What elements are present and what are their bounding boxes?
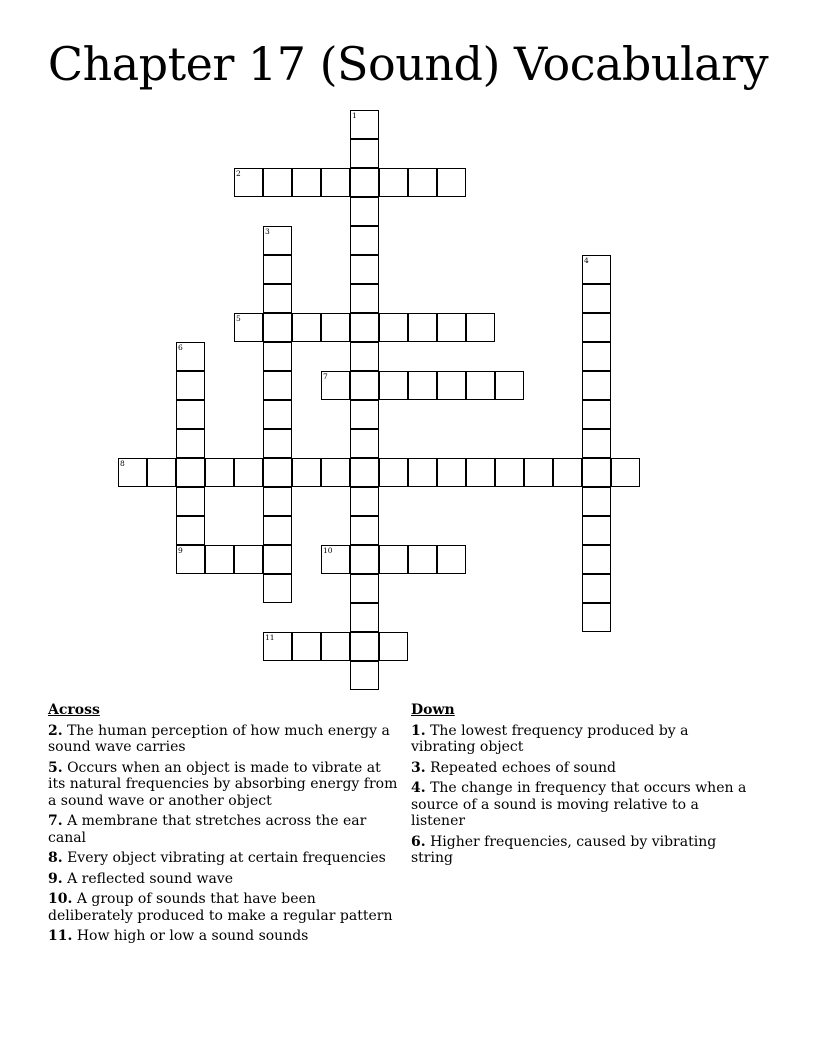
grid-cell[interactable] <box>466 313 495 342</box>
clue-number: 4. <box>411 780 426 796</box>
grid-cell[interactable] <box>176 458 205 487</box>
grid-cell[interactable] <box>263 516 292 545</box>
grid-cell[interactable] <box>263 574 292 603</box>
page-title: Chapter 17 (Sound) Vocabulary <box>47 37 769 91</box>
grid-cell[interactable] <box>263 168 292 197</box>
grid-cell[interactable] <box>321 371 350 400</box>
grid-cell[interactable] <box>263 371 292 400</box>
clue-text: The human perception of how much energy a sound wave carries <box>48 722 390 755</box>
clue-text: The change in frequency that occurs when a source of a sound is moving relative to a listener <box>411 780 747 829</box>
grid-cell[interactable] <box>350 255 379 284</box>
clue-text: Occurs when an object is made to vibrate at its natural frequencies by absorbing energy from a sound wave or another object <box>48 759 398 809</box>
clue-number: 9. <box>48 870 63 887</box>
grid-cell[interactable] <box>350 197 379 226</box>
grid-cell[interactable] <box>292 632 321 661</box>
grid-cell[interactable] <box>350 661 379 690</box>
clue-across-11 <box>48 928 400 945</box>
grid-cell[interactable] <box>205 545 234 574</box>
grid-cell[interactable] <box>379 168 408 197</box>
grid-cell[interactable] <box>553 458 582 487</box>
clue-number-label: 10 <box>323 546 333 555</box>
clue-number-label: 8 <box>120 459 125 468</box>
clue-text: Every object vibrating at certain frequencies <box>67 850 386 866</box>
grid-cell[interactable] <box>379 632 408 661</box>
grid-cell[interactable] <box>611 458 640 487</box>
clue-number-label: 5 <box>236 314 241 323</box>
grid-cell[interactable] <box>263 342 292 371</box>
clue-number-label: 6 <box>178 343 183 352</box>
grid-cell[interactable] <box>350 487 379 516</box>
clue-text: A membrane that stretches across the ear canal <box>48 813 367 846</box>
grid-cell[interactable] <box>408 168 437 197</box>
grid-cell[interactable] <box>263 226 292 255</box>
grid-cell[interactable] <box>495 458 524 487</box>
clue-number: 8. <box>48 850 63 866</box>
grid-cell[interactable] <box>350 429 379 458</box>
grid-cell[interactable] <box>350 545 379 574</box>
grid-cell[interactable] <box>176 371 205 400</box>
grid-cell[interactable] <box>321 632 350 661</box>
grid-cell[interactable] <box>437 545 466 574</box>
grid-cell[interactable] <box>263 284 292 313</box>
grid-cell[interactable] <box>437 458 466 487</box>
grid-cell[interactable] <box>321 458 350 487</box>
grid-cell[interactable] <box>176 400 205 429</box>
grid-cell[interactable] <box>582 487 611 516</box>
clue-number-label: 4 <box>584 256 589 265</box>
grid-cell[interactable] <box>582 400 611 429</box>
grid-cell[interactable] <box>408 313 437 342</box>
clue-across-5 <box>48 760 400 810</box>
grid-cell[interactable] <box>176 429 205 458</box>
grid-cell[interactable] <box>379 313 408 342</box>
clue-text: A reflected sound wave <box>67 870 233 887</box>
grid-cell[interactable] <box>176 487 205 516</box>
grid-cell[interactable] <box>582 429 611 458</box>
grid-cell[interactable] <box>582 574 611 603</box>
grid-cell[interactable] <box>582 313 611 342</box>
clue-down-1 <box>411 723 756 756</box>
grid-cell[interactable] <box>379 545 408 574</box>
grid-cell[interactable] <box>379 371 408 400</box>
grid-cell[interactable] <box>263 487 292 516</box>
clue-across-7 <box>48 813 400 846</box>
clue-number-label: 1 <box>352 111 357 120</box>
clue-text: Higher frequencies, caused by vibrating string <box>411 833 717 866</box>
grid-cell[interactable] <box>263 400 292 429</box>
grid-cell[interactable] <box>350 603 379 632</box>
down-heading: Down <box>411 702 455 718</box>
grid-cell[interactable] <box>582 545 611 574</box>
grid-cell[interactable] <box>292 168 321 197</box>
grid-cell[interactable] <box>582 371 611 400</box>
grid-cell[interactable] <box>350 400 379 429</box>
grid-cell[interactable] <box>234 545 263 574</box>
grid-cell[interactable] <box>582 516 611 545</box>
grid-cell[interactable] <box>408 545 437 574</box>
clue-number-label: 7 <box>323 372 328 381</box>
grid-cell[interactable] <box>350 574 379 603</box>
grid-cell[interactable] <box>582 342 611 371</box>
grid-cell[interactable] <box>437 371 466 400</box>
clue-text: A group of sounds that have been deliberately produced to make a regular pattern <box>48 891 393 924</box>
grid-cell[interactable] <box>118 458 147 487</box>
clue-number-label: 9 <box>178 546 183 555</box>
grid-cell[interactable] <box>350 226 379 255</box>
grid-cell[interactable] <box>350 342 379 371</box>
grid-cell[interactable] <box>263 545 292 574</box>
clue-across-10 <box>48 891 400 924</box>
grid-cell[interactable] <box>321 313 350 342</box>
across-heading: Across <box>48 702 100 718</box>
grid-cell[interactable] <box>263 632 292 661</box>
grid-cell[interactable] <box>582 284 611 313</box>
clue-number: 3. <box>411 759 426 776</box>
grid-cell[interactable] <box>321 168 350 197</box>
grid-cell[interactable] <box>582 603 611 632</box>
clue-number-label: 11 <box>265 633 275 642</box>
grid-cell[interactable] <box>466 371 495 400</box>
clue-across-8 <box>48 850 400 867</box>
clue-across-2 <box>48 723 400 756</box>
grid-cell[interactable] <box>263 458 292 487</box>
clue-number: 10. <box>48 891 73 907</box>
grid-cell[interactable] <box>408 371 437 400</box>
clue-number: 5. <box>48 759 63 776</box>
grid-cell[interactable] <box>582 255 611 284</box>
grid-cell[interactable] <box>147 458 176 487</box>
grid-cell[interactable] <box>408 458 437 487</box>
grid-cell[interactable] <box>234 313 263 342</box>
clue-text: Repeated echoes of sound <box>430 759 616 776</box>
grid-cell[interactable] <box>234 458 263 487</box>
grid-cell[interactable] <box>437 313 466 342</box>
grid-cell[interactable] <box>176 516 205 545</box>
grid-cell[interactable] <box>495 371 524 400</box>
grid-cell[interactable] <box>524 458 553 487</box>
grid-cell[interactable] <box>176 545 205 574</box>
clue-text: The lowest frequency produced by a vibrating object <box>411 722 689 755</box>
clue-number: 11. <box>48 928 73 944</box>
grid-cell[interactable] <box>234 168 263 197</box>
grid-cell[interactable] <box>350 371 379 400</box>
grid-cell[interactable] <box>263 255 292 284</box>
clue-number: 1. <box>411 722 426 739</box>
down-clues <box>411 702 756 871</box>
clue-number: 2. <box>48 722 63 739</box>
grid-cell[interactable] <box>350 313 379 342</box>
clue-number-label: 2 <box>236 169 241 178</box>
clue-number: 7. <box>48 813 63 829</box>
clue-across-9 <box>48 871 400 888</box>
grid-cell[interactable] <box>292 313 321 342</box>
grid-cell[interactable] <box>350 168 379 197</box>
grid-cell[interactable] <box>350 110 379 139</box>
clue-down-3 <box>411 760 756 777</box>
grid-cell[interactable] <box>466 458 495 487</box>
grid-cell[interactable] <box>350 284 379 313</box>
across-clues <box>48 702 400 949</box>
grid-cell[interactable] <box>350 139 379 168</box>
clue-number-label: 3 <box>265 227 270 236</box>
grid-cell[interactable] <box>292 458 321 487</box>
grid-cell[interactable] <box>263 313 292 342</box>
grid-cell[interactable] <box>263 429 292 458</box>
grid-cell[interactable] <box>350 516 379 545</box>
grid-cell[interactable] <box>582 458 611 487</box>
clue-down-6 <box>411 834 756 867</box>
grid-cell[interactable] <box>205 458 234 487</box>
clue-text: How high or low a sound sounds <box>76 928 309 944</box>
grid-cell[interactable] <box>379 458 408 487</box>
grid-cell[interactable] <box>437 168 466 197</box>
clue-down-4 <box>411 780 756 830</box>
clue-number: 6. <box>411 833 426 850</box>
grid-cell[interactable] <box>350 458 379 487</box>
grid-cell[interactable] <box>321 545 350 574</box>
grid-cell[interactable] <box>350 632 379 661</box>
grid-cell[interactable] <box>176 342 205 371</box>
